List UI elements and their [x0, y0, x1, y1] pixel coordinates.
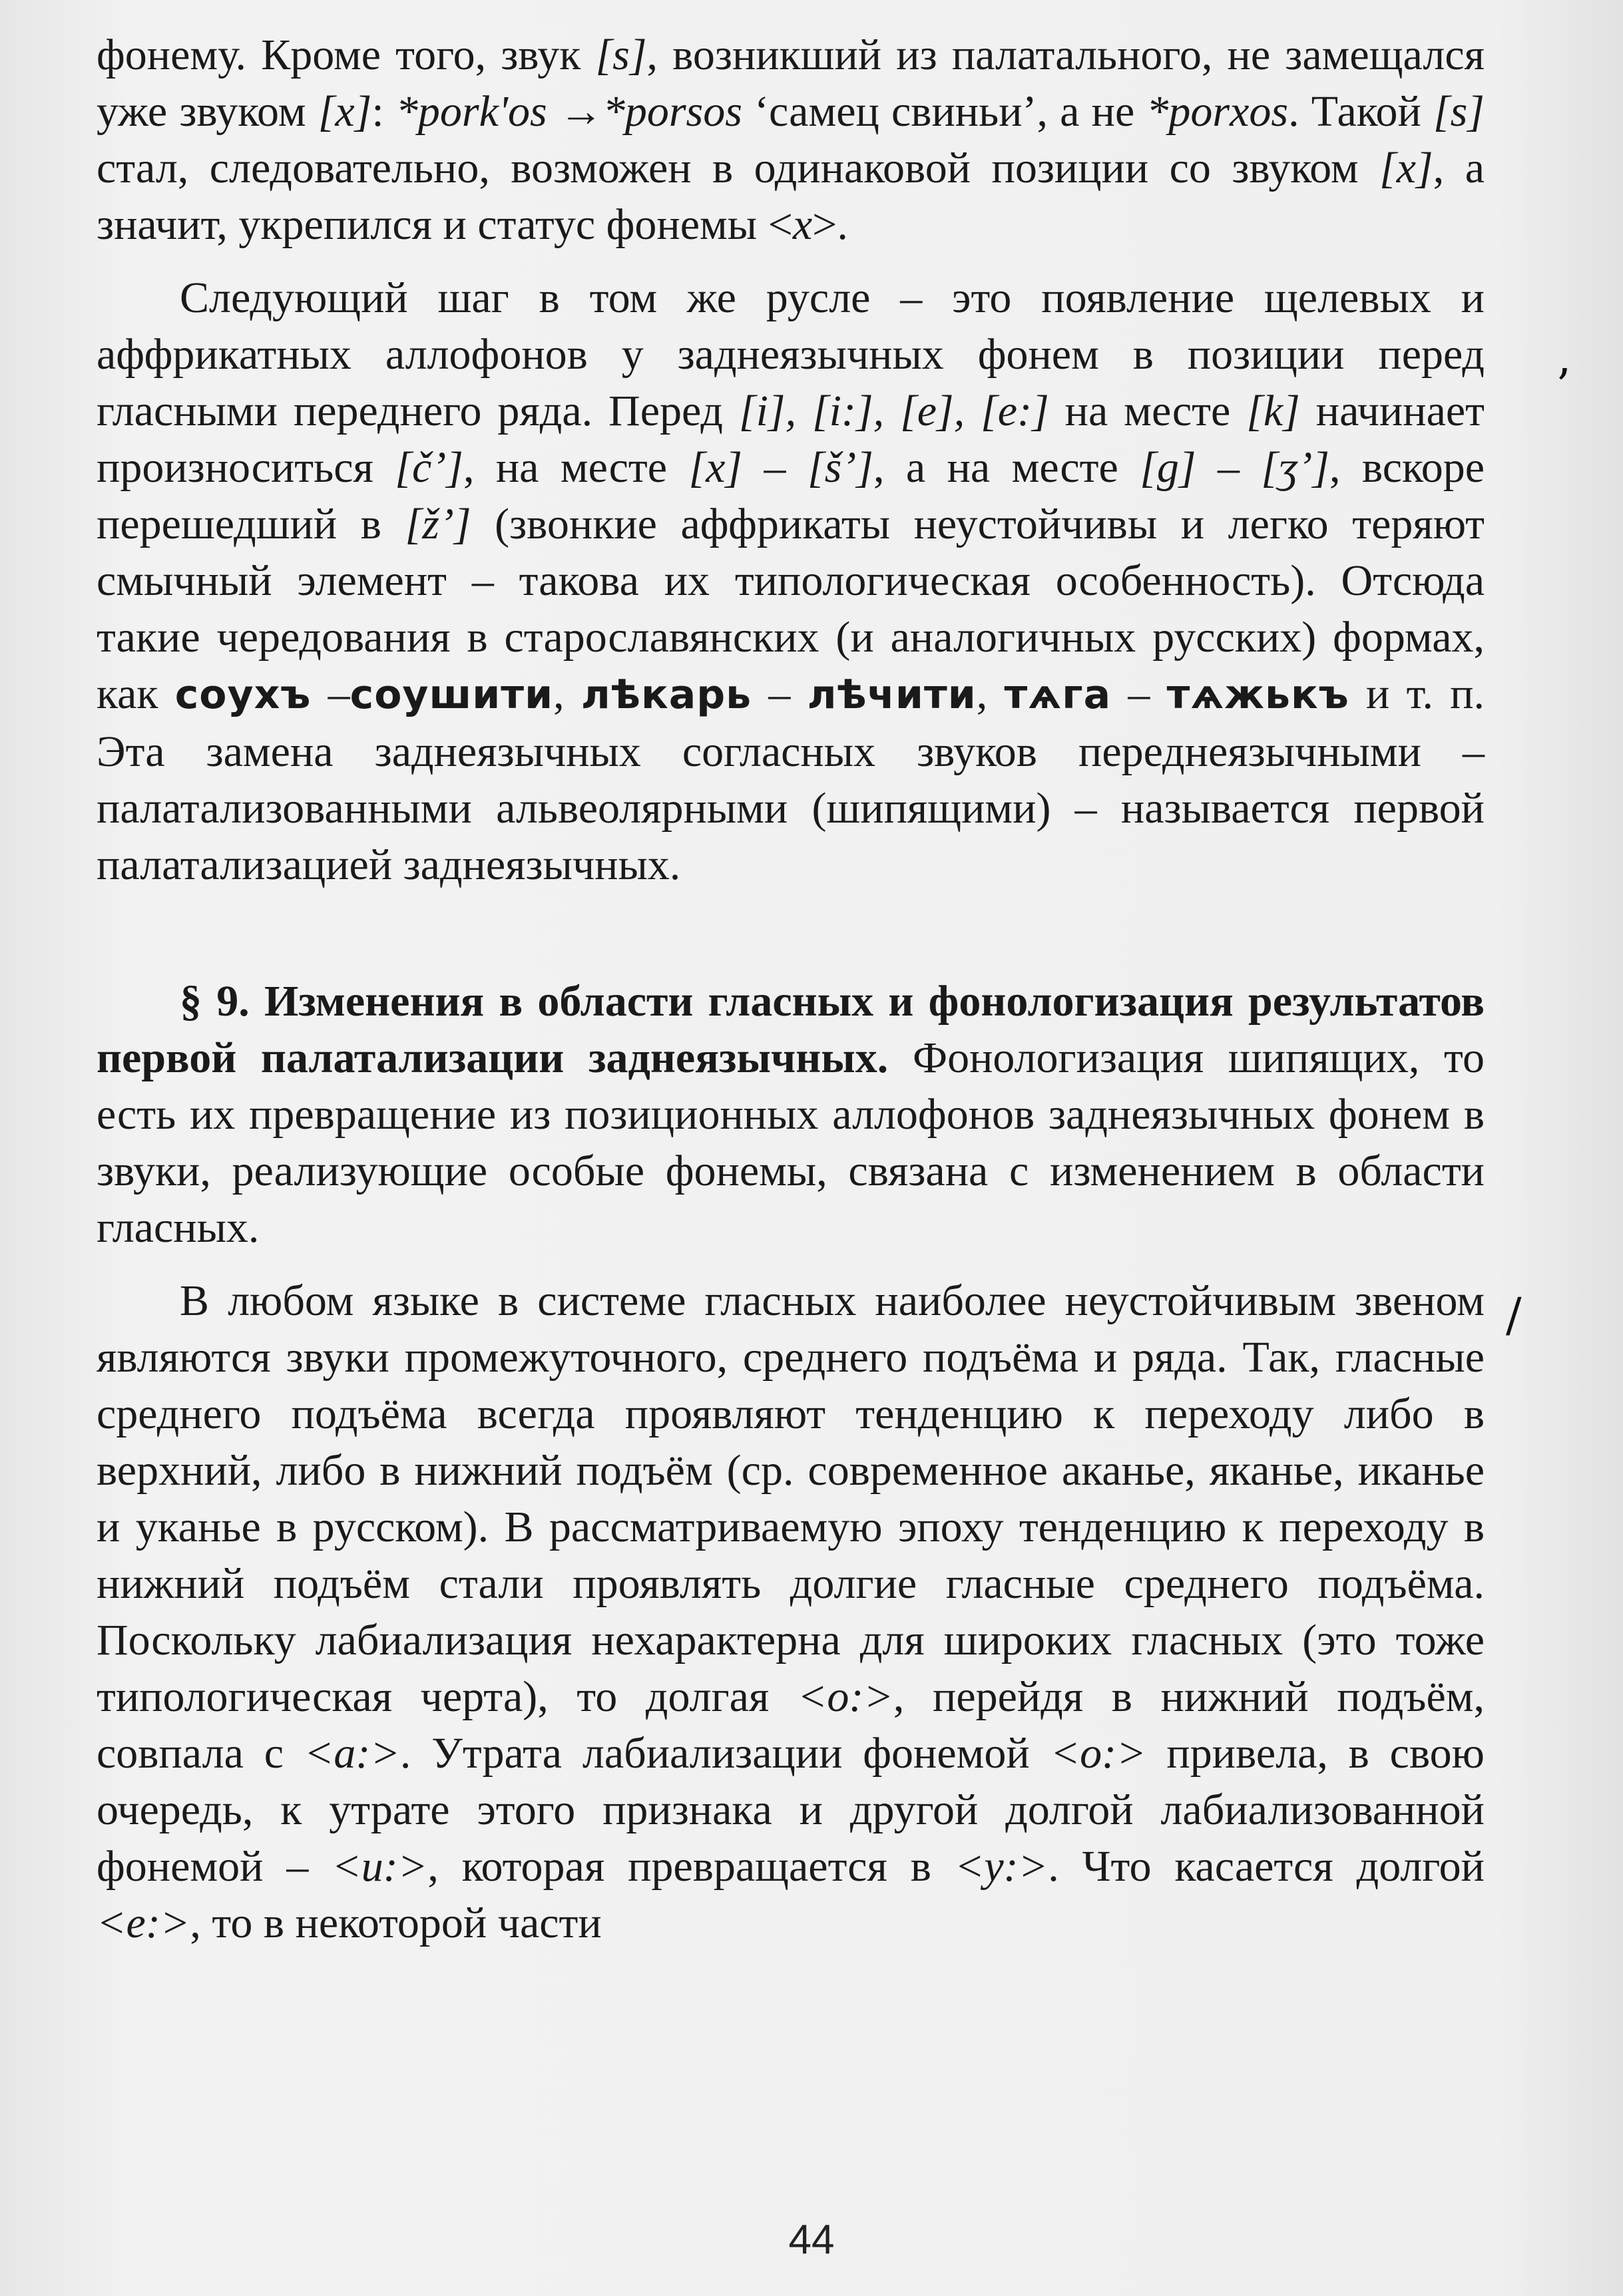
text-run: , вскоре перешедший в — [97, 443, 1485, 548]
italic-run: [i], [i:], [e], [e:] — [738, 387, 1049, 435]
italic-run: <u:> — [332, 1842, 428, 1891]
text-run: , а значит, укрепился и статус фонемы < — [97, 144, 1485, 249]
italic-run: [x] — [318, 87, 372, 136]
text-run: – — [311, 670, 350, 718]
text-run: привела, в свою очередь, к утрате этого признака и другой долгой лабиализованной фонемой – — [97, 1729, 1485, 1891]
text-run: Фонологизация шипящих, то есть их превращение из позиционных аллофонов заднеязычных фонем в звуки, реализующие особые фонемы, связана с изменением в области гласных. — [97, 1034, 1485, 1252]
text-run: , которая превращается в — [427, 1842, 955, 1891]
italic-run: *porkʹos →*porsos — [395, 87, 742, 136]
text-run: , а на месте — [873, 443, 1140, 492]
margin-pencil-mark: / — [1506, 1288, 1522, 1342]
text-run: – — [1111, 670, 1167, 718]
text-run: и т. п. Эта замена заднеязычных согласных звуков переднеязычными – палатализованными альвеолярными (шипящими) – называется первой палатализацией заднеязычных. — [97, 670, 1485, 889]
text-run: фонему. Кроме того, звук — [97, 31, 596, 79]
italic-run: x — [792, 200, 813, 249]
text-run: , — [553, 670, 581, 718]
section-heading: § 9. Изменения в области гласных и фонологизация результатов первой палатализации заднеязычных. — [97, 977, 1485, 1082]
text-run: : — [371, 87, 396, 136]
old-slavonic-word: тѧга — [1004, 671, 1112, 718]
italic-run: <e:> — [97, 1899, 190, 1947]
text-run: ‘самец свиньи’, а не — [742, 87, 1147, 136]
italic-run: <o:> — [1050, 1729, 1146, 1778]
paragraph-2 — [97, 270, 1485, 893]
italic-run: [x] – [š’] — [688, 443, 873, 492]
paragraph-3-section-heading — [97, 973, 1485, 1256]
italic-run: *porxos — [1146, 87, 1289, 136]
italic-run: [g] – [ʒ’] — [1140, 443, 1330, 492]
page-text — [97, 27, 1485, 1951]
text-run: , на месте — [463, 443, 689, 492]
italic-run: <o:> — [797, 1672, 893, 1721]
text-run: – — [752, 670, 808, 718]
text-run: на месте — [1048, 387, 1247, 435]
text-run: , то в некоторой части — [190, 1899, 602, 1947]
text-run: , — [976, 670, 1005, 718]
text-run: , перейдя в нижний подъём, совпала с — [97, 1672, 1485, 1778]
text-run: . Утрата лабиализации фонемой — [399, 1729, 1050, 1778]
page-number: 44 — [788, 2217, 835, 2263]
italic-run: [x] — [1379, 144, 1433, 192]
italic-run: <y:> — [954, 1842, 1048, 1891]
text-run: . Что касается долгой — [1048, 1842, 1485, 1891]
paragraph-4 — [97, 1272, 1485, 1951]
italic-run: [s] — [595, 31, 647, 79]
text-run: , возникший из палатального, не замещался уже звуком — [97, 31, 1485, 136]
italic-run: [č’] — [395, 443, 463, 492]
italic-run: [s] — [1433, 87, 1485, 136]
old-slavonic-word: тѧжькъ — [1166, 671, 1349, 718]
text-run: >. — [812, 200, 848, 249]
old-slavonic-word: соушити — [349, 671, 554, 718]
text-run: Следующий шаг в том же русле – это появление щелевых и аффрикатных аллофонов у заднеязычных фонем в позиции перед гласными переднего ряда. Перед — [97, 274, 1485, 435]
old-slavonic-word: лѣчити — [807, 671, 977, 718]
text-run: (звонкие аффрикаты неустойчивы и легко теряют смычный элемент – такова их типологическая особенность). Отсюда такие чередования в старославянских (и аналогичных русских) формах, как — [97, 500, 1485, 718]
text-run: начинает произноситься — [97, 387, 1485, 492]
old-slavonic-word: лѣкарь — [580, 671, 752, 718]
old-slavonic-word: соухъ — [174, 671, 312, 718]
italic-run: <a:> — [304, 1729, 400, 1778]
text-run: . Такой — [1288, 87, 1433, 136]
paragraph-1 — [97, 27, 1485, 253]
margin-pencil-mark: ʼ — [1554, 359, 1570, 414]
text-run: В любом языке в системе гласных наиболее неустойчивым звеном являются звуки промежуточного, среднего подъёма и ряда. Так, гласные среднего подъёма всегда проявляют тенденцию к переходу либо в верхний, либо в нижний подъём (ср. современное аканье, яканье, иканье и уканье в русском). В рассматриваемую эпоху тенденцию к переходу в нижний подъём стали проявлять долгие гласные среднего подъёма. Поскольку лабиализация нехарактерна для широких гласных (это тоже типологическая черта), то долгая — [97, 1276, 1485, 1721]
text-run: стал, следовательно, возможен в одинаковой позиции со звуком — [97, 144, 1380, 192]
italic-run: [ž’] — [405, 500, 471, 548]
italic-run: [k] — [1246, 387, 1300, 435]
